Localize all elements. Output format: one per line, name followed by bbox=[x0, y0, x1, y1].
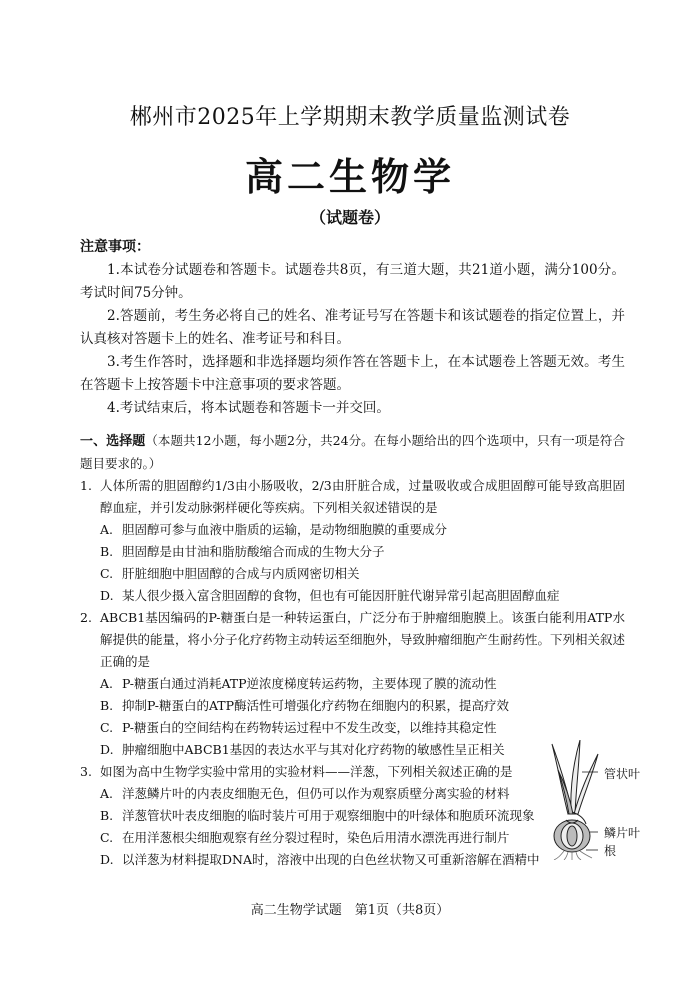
option-letter: A. bbox=[100, 786, 114, 801]
option-c bbox=[80, 717, 625, 739]
option-text: 胆固醇是由甘油和脂肪酸缩合而成的生物大分子 bbox=[122, 544, 385, 559]
option-text: 肝脏细胞中胆固醇的合成与内质网密切相关 bbox=[122, 566, 360, 581]
question-number: 1. bbox=[80, 478, 92, 493]
option-b bbox=[80, 695, 625, 717]
notice-item: 1.本试卷分试题卷和答题卡。试题卷共8页，有三道大题，共21道小题，满分100分。考试时间75分钟。 bbox=[80, 262, 625, 301]
option-letter: A. bbox=[100, 676, 114, 691]
question-stem: ABCB1基因编码的P-糖蛋白是一种转运蛋白，广泛分布于肿瘤细胞膜上。该蛋白能利用ATP水解提供的能量，将小分子化疗药物主动转运至细胞外，导致肿瘤细胞产生耐药性。下列相关叙述正确的是 bbox=[100, 610, 626, 669]
option-text: 以洋葱为材料提取DNA时，溶液中出现的白色丝状物又可重新溶解在酒精中 bbox=[122, 852, 540, 867]
question-1 bbox=[80, 475, 625, 607]
option-text: 某人很少摄入富含胆固醇的食物，但也有可能因肝脏代谢异常引起高胆固醇血症 bbox=[122, 588, 560, 603]
option-letter: B. bbox=[100, 808, 114, 823]
option-d bbox=[80, 585, 625, 607]
root-strand bbox=[554, 851, 564, 860]
onion-illustration bbox=[540, 740, 660, 860]
option-text: 抑制P-糖蛋白的ATP酶活性可增强化疗药物在细胞内的积累，提高疗效 bbox=[122, 698, 510, 713]
option-letter: D. bbox=[100, 742, 114, 757]
notice-item: 4.考试结束后，将本试题卷和答题卡一并交回。 bbox=[107, 400, 390, 416]
notice-item: 3.考生作答时，选择题和非选择题均须作答在答题卡上，在本试题卷上答题无效。考生在答题卡上按答题卡中注意事项的要求答题。 bbox=[80, 354, 625, 393]
bulb-core bbox=[567, 826, 577, 846]
option-letter: D. bbox=[100, 852, 114, 867]
option-letter: C. bbox=[100, 830, 114, 845]
onion-figure bbox=[540, 740, 660, 860]
option-text: 在用洋葱根尖细胞观察有丝分裂过程时，染色后用清水漂洗再进行制片 bbox=[122, 830, 510, 845]
notice-item: 2.答题前，考生务必将自己的姓名、准考证号写在答题卡和该试题卷的指定位置上，并认真核对答题卡上的姓名、准考证号和科目。 bbox=[80, 308, 625, 347]
option-text: P-糖蛋白的空间结构在药物转运过程中不发生改变，以维持其稳定性 bbox=[122, 720, 497, 735]
notice-block bbox=[80, 236, 625, 420]
root-strand bbox=[576, 852, 581, 860]
label-tube-leaf: 管状叶 bbox=[604, 767, 641, 781]
question-number: 3. bbox=[80, 764, 92, 779]
question-stem: 如图为高中生物学实验中常用的实验材料——洋葱，下列相关叙述正确的是 bbox=[100, 764, 513, 779]
label-root: 根 bbox=[604, 844, 617, 858]
option-text: 洋葱管状叶表皮细胞的临时装片可用于观察细胞中的叶绿体和胞质环流现象 bbox=[122, 808, 535, 823]
option-b bbox=[80, 541, 625, 563]
question-2 bbox=[80, 607, 625, 761]
exam-subtitle: （试题卷） bbox=[309, 208, 390, 227]
option-letter: C. bbox=[100, 720, 114, 735]
tube-leaves bbox=[552, 740, 598, 814]
option-text: 肿瘤细胞中ABCB1基因的表达水平与其对化疗药物的敏感性呈正相关 bbox=[122, 742, 505, 757]
exam-title: 高二生物学 bbox=[244, 155, 455, 199]
option-letter: B. bbox=[100, 544, 114, 559]
option-letter: A. bbox=[100, 522, 114, 537]
option-text: 胆固醇可参与血液中脂质的运输，是动物细胞膜的重要成分 bbox=[122, 522, 448, 537]
section-instructions: （本题共12小题，每小题2分，共24分。在每小题给出的四个选项中，只有一项是符合题目要求的。） bbox=[80, 433, 625, 471]
notice-heading: 注意事项： bbox=[80, 239, 150, 255]
onion-bulb bbox=[554, 820, 590, 852]
section-heading bbox=[80, 430, 625, 475]
option-letter: B. bbox=[100, 698, 114, 713]
section-title: 一、选择题 bbox=[80, 434, 146, 449]
option-a bbox=[80, 673, 625, 695]
question-number: 2. bbox=[80, 610, 92, 625]
question-stem: 人体所需的胆固醇约1/3由小肠吸收，2/3由肝脏合成，过量吸收或合成胆固醇可能导致高胆固醇血症，并引发动脉粥样硬化等疾病。下列相关叙述错误的是 bbox=[100, 478, 625, 515]
option-text: 洋葱鳞片叶的内表皮细胞无色，但仍可以作为观察质壁分离实验的材料 bbox=[122, 786, 510, 801]
page-footer: 高二生物学试题 第1页（共8页） bbox=[250, 903, 450, 918]
option-text: P-糖蛋白通过消耗ATP逆浓度梯度转运药物，主要体现了膜的流动性 bbox=[122, 676, 497, 691]
option-letter: C. bbox=[100, 566, 114, 581]
option-a bbox=[80, 519, 625, 541]
label-scale-leaf: 鳞片叶 bbox=[604, 826, 641, 840]
exam-supertitle: 郴州市2025年上学期期末教学质量监测试卷 bbox=[129, 105, 571, 130]
root-strand bbox=[564, 852, 568, 860]
root-strand bbox=[580, 851, 592, 858]
option-letter: D. bbox=[100, 588, 114, 603]
option-c bbox=[80, 563, 625, 585]
